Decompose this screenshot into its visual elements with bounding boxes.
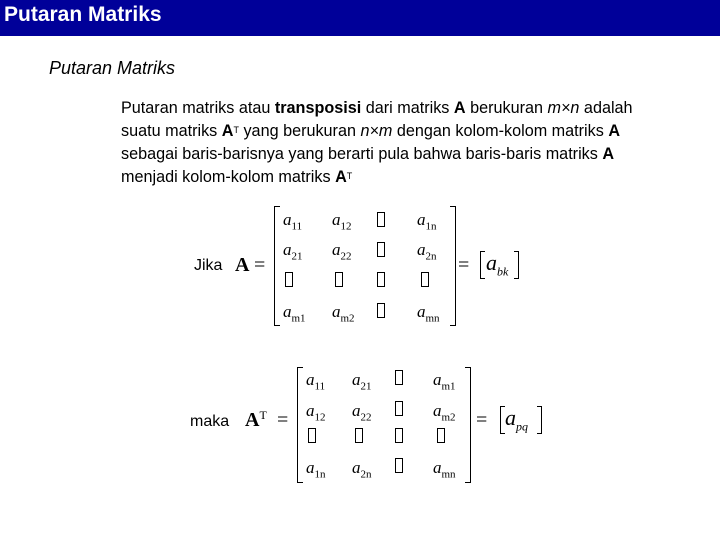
- ellipsis-box: [377, 212, 385, 227]
- ellipsis-box: [395, 428, 403, 443]
- matrix-cell: $a_{21}$: [283, 240, 303, 263]
- title-bar: [0, 0, 720, 36]
- ellipsis-box: [285, 272, 293, 287]
- right-bracket: [450, 206, 456, 326]
- para-text: adalah suatu matriks: [121, 99, 633, 140]
- left-bracket: [274, 206, 280, 326]
- ellipsis-box: [437, 428, 445, 443]
- right-bracket: [514, 251, 519, 279]
- matrix-cell: $a_{21}$: [352, 370, 372, 393]
- para-bold: A: [221, 122, 234, 140]
- para-sup: T: [233, 125, 239, 135]
- para-bold: A: [453, 99, 466, 117]
- ellipsis-box: [395, 458, 403, 473]
- matrix-cell: $a_{m2}$: [433, 401, 456, 424]
- matrix-cell: $a_{22}$: [352, 401, 372, 424]
- left-bracket: [297, 367, 303, 483]
- matrix-cell: $a_{2n}$: [352, 458, 372, 481]
- para-text: menjadi kolom-kolom matriks: [121, 168, 336, 186]
- matrix-cell: $a_{12}$: [306, 401, 326, 424]
- para-sup: T: [346, 171, 353, 181]
- ellipsis-box: [377, 242, 385, 257]
- para-italic: m×n: [547, 99, 580, 117]
- para-bold: A: [335, 168, 347, 186]
- para-text: dari matriks: [361, 99, 454, 117]
- matrix-cell: $a_{22}$: [332, 240, 352, 263]
- para-text: Putaran matriks atau: [121, 99, 275, 117]
- matrix-cell: $a_{1n}$: [417, 210, 437, 233]
- right-bracket: [537, 406, 542, 434]
- matrix-cell: $a_{m2}$: [332, 302, 355, 325]
- para-text: sebagai baris-barisnya yang berarti pula bahwa baris-baris matriks: [121, 145, 603, 163]
- para-text: dengan kolom-kolom matriks: [392, 122, 609, 140]
- para-italic: n×m: [360, 122, 393, 140]
- ellipsis-box: [355, 428, 363, 443]
- matrix-cell: $a_{11}$: [283, 210, 303, 233]
- para-bold: transposisi: [274, 99, 362, 117]
- equals-sign: =: [458, 254, 470, 276]
- ellipsis-box: [377, 303, 385, 318]
- ellipsis-box: [395, 401, 403, 416]
- matrix-cell: $a_{11}$: [306, 370, 326, 393]
- matrix-a-symbol: A: [235, 254, 250, 276]
- equals-sign: =: [277, 409, 289, 431]
- para-bold: A: [602, 145, 615, 163]
- ellipsis-box: [308, 428, 316, 443]
- definition-paragraph: [121, 97, 661, 189]
- left-bracket: [480, 251, 485, 279]
- slide-subtitle: Putaran Matriks: [49, 58, 176, 78]
- matrix-cell: $a_{m1}$: [433, 370, 456, 393]
- equals-sign: =: [254, 254, 266, 276]
- matrix-cell: $a_{1n}$: [306, 458, 326, 481]
- jika-label: Jika: [194, 257, 223, 274]
- result-element: $a_{bk}$: [486, 250, 509, 279]
- result-element: $a_{pq}$: [505, 405, 528, 434]
- matrix-cell: $a_{mn}$: [417, 302, 440, 325]
- para-bold: A: [608, 122, 621, 140]
- maka-label: maka: [190, 413, 230, 430]
- matrix-cell: $a_{m1}$: [283, 302, 306, 325]
- ellipsis-box: [395, 370, 403, 385]
- para-text: berukuran: [465, 99, 548, 117]
- para-text: yang berukuran: [238, 122, 361, 140]
- right-bracket: [465, 367, 471, 483]
- ellipsis-box: [421, 272, 429, 287]
- ellipsis-box: [377, 272, 385, 287]
- equals-sign: =: [476, 409, 488, 431]
- page-title: Putaran Matriks: [4, 3, 162, 26]
- matrix-a-symbol: $A^T$: [245, 408, 267, 431]
- matrix-cell: $a_{12}$: [332, 210, 352, 233]
- matrix-cell: $a_{mn}$: [433, 458, 456, 481]
- matrix-cell: $a_{2n}$: [417, 240, 437, 263]
- ellipsis-box: [335, 272, 343, 287]
